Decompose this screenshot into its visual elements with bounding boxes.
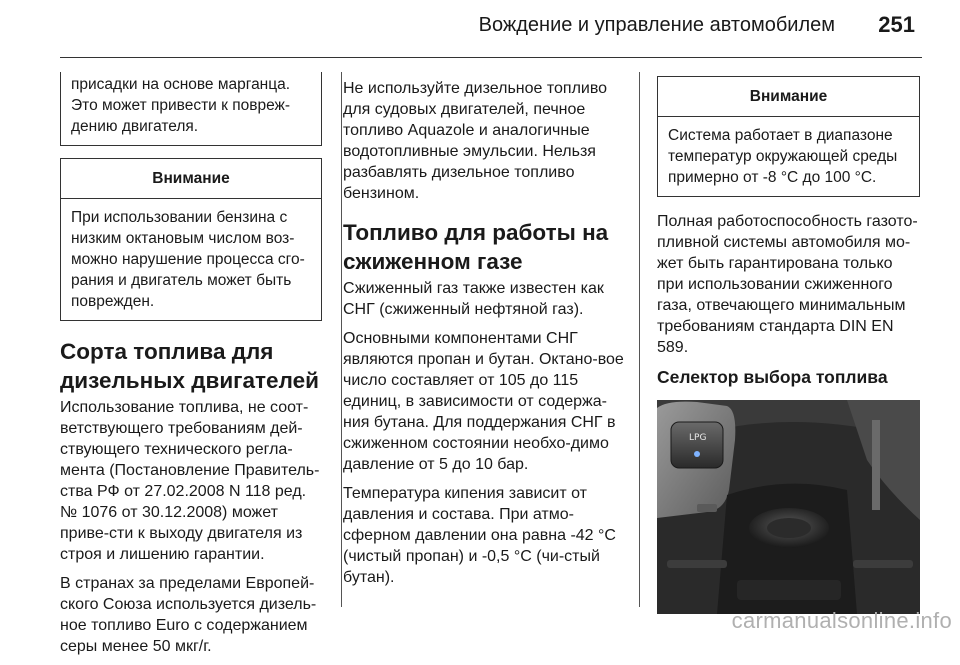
lpg-button-label: LPG [689, 433, 707, 443]
warning-box-continuation [60, 72, 322, 146]
warning-title: Внимание [61, 159, 321, 199]
paragraph: Основными компонентами СНГ являются пропан и бутан. Октано-вое число составляет от 105 до 115 единиц, в зависимости от содержа-ния бутана. Для поддержания СНГ в сжиженном состоянии необхо-димо давление от 5 до 10 бар. [343, 330, 624, 473]
column-divider-right [639, 72, 640, 607]
paragraph: Температура кипения зависит от давления и состава. При атмо-сферном давлении она равна -42 °C (чистый пропан) и -0,5 °C (чи-стый бутан). [343, 485, 616, 586]
paragraph: Сжиженный газ также известен как СНГ (сжиженный нефтяной газ). [343, 280, 604, 318]
header-rule [60, 57, 922, 58]
watermark: carmanualsonline.info [731, 608, 952, 633]
subsection-title-fuel-selector: Селектор выбора топлива [657, 367, 888, 387]
column-left [60, 72, 322, 665]
warning-body: При использовании бензина с низким октановым числом воз-можно нарушение процесса сго-рания и двигатель может быть поврежден. [71, 209, 305, 310]
warning-body: Система работает в диапазоне температур окружающей среды примерно от -8 °C до 100 °C. [668, 127, 898, 186]
page-number: 251 [878, 12, 915, 37]
section-title-diesel: Сорта топлива для дизельных двигателей [60, 339, 319, 393]
warning-box-petrol [60, 158, 322, 321]
fuel-selector-photo [657, 400, 920, 614]
column-right [657, 72, 920, 614]
warning-box-temperature [657, 76, 920, 197]
paragraph: Использование топлива, не соот-ветствующего требованиям дей-ствующего технического регла-мента (Постановление Правитель-ства РФ от 27.02.2008 N 118 ред. № 1076 от 30.12.2008) может приве-сти к выходу двигателя из строя и лишению гарантии. [60, 399, 320, 563]
column-middle [341, 72, 626, 596]
paragraph: В странах за пределами Европей-ского Союза используется дизель-ное топливо Euro с содержанием серы менее 50 мкг/г. [60, 575, 317, 655]
paragraph: Полная работоспособность газото-пливной системы автомобиля мо-жет быть гарантирована только при использовании сжиженного газа, отвечающего минимальным требованиям стандарта DIN EN 589. [657, 213, 918, 356]
paragraph: Не используйте дизельное топливо для судовых двигателей, печное топливо Aquazole и аналогичные водотопливные эмульсии. Нельзя разбавлять дизельное топливо бензином. [343, 80, 608, 202]
dashboard-illustration [657, 400, 920, 614]
warning-title: Внимание [658, 77, 919, 117]
header-title: Вождение и управление автомобилем [478, 14, 835, 36]
warning-continuation-text: присадки на основе марганца. Это может привести к повреж-дению двигателя. [71, 76, 291, 135]
section-title-lpg: Топливо для работы на сжиженном газе [343, 220, 609, 274]
